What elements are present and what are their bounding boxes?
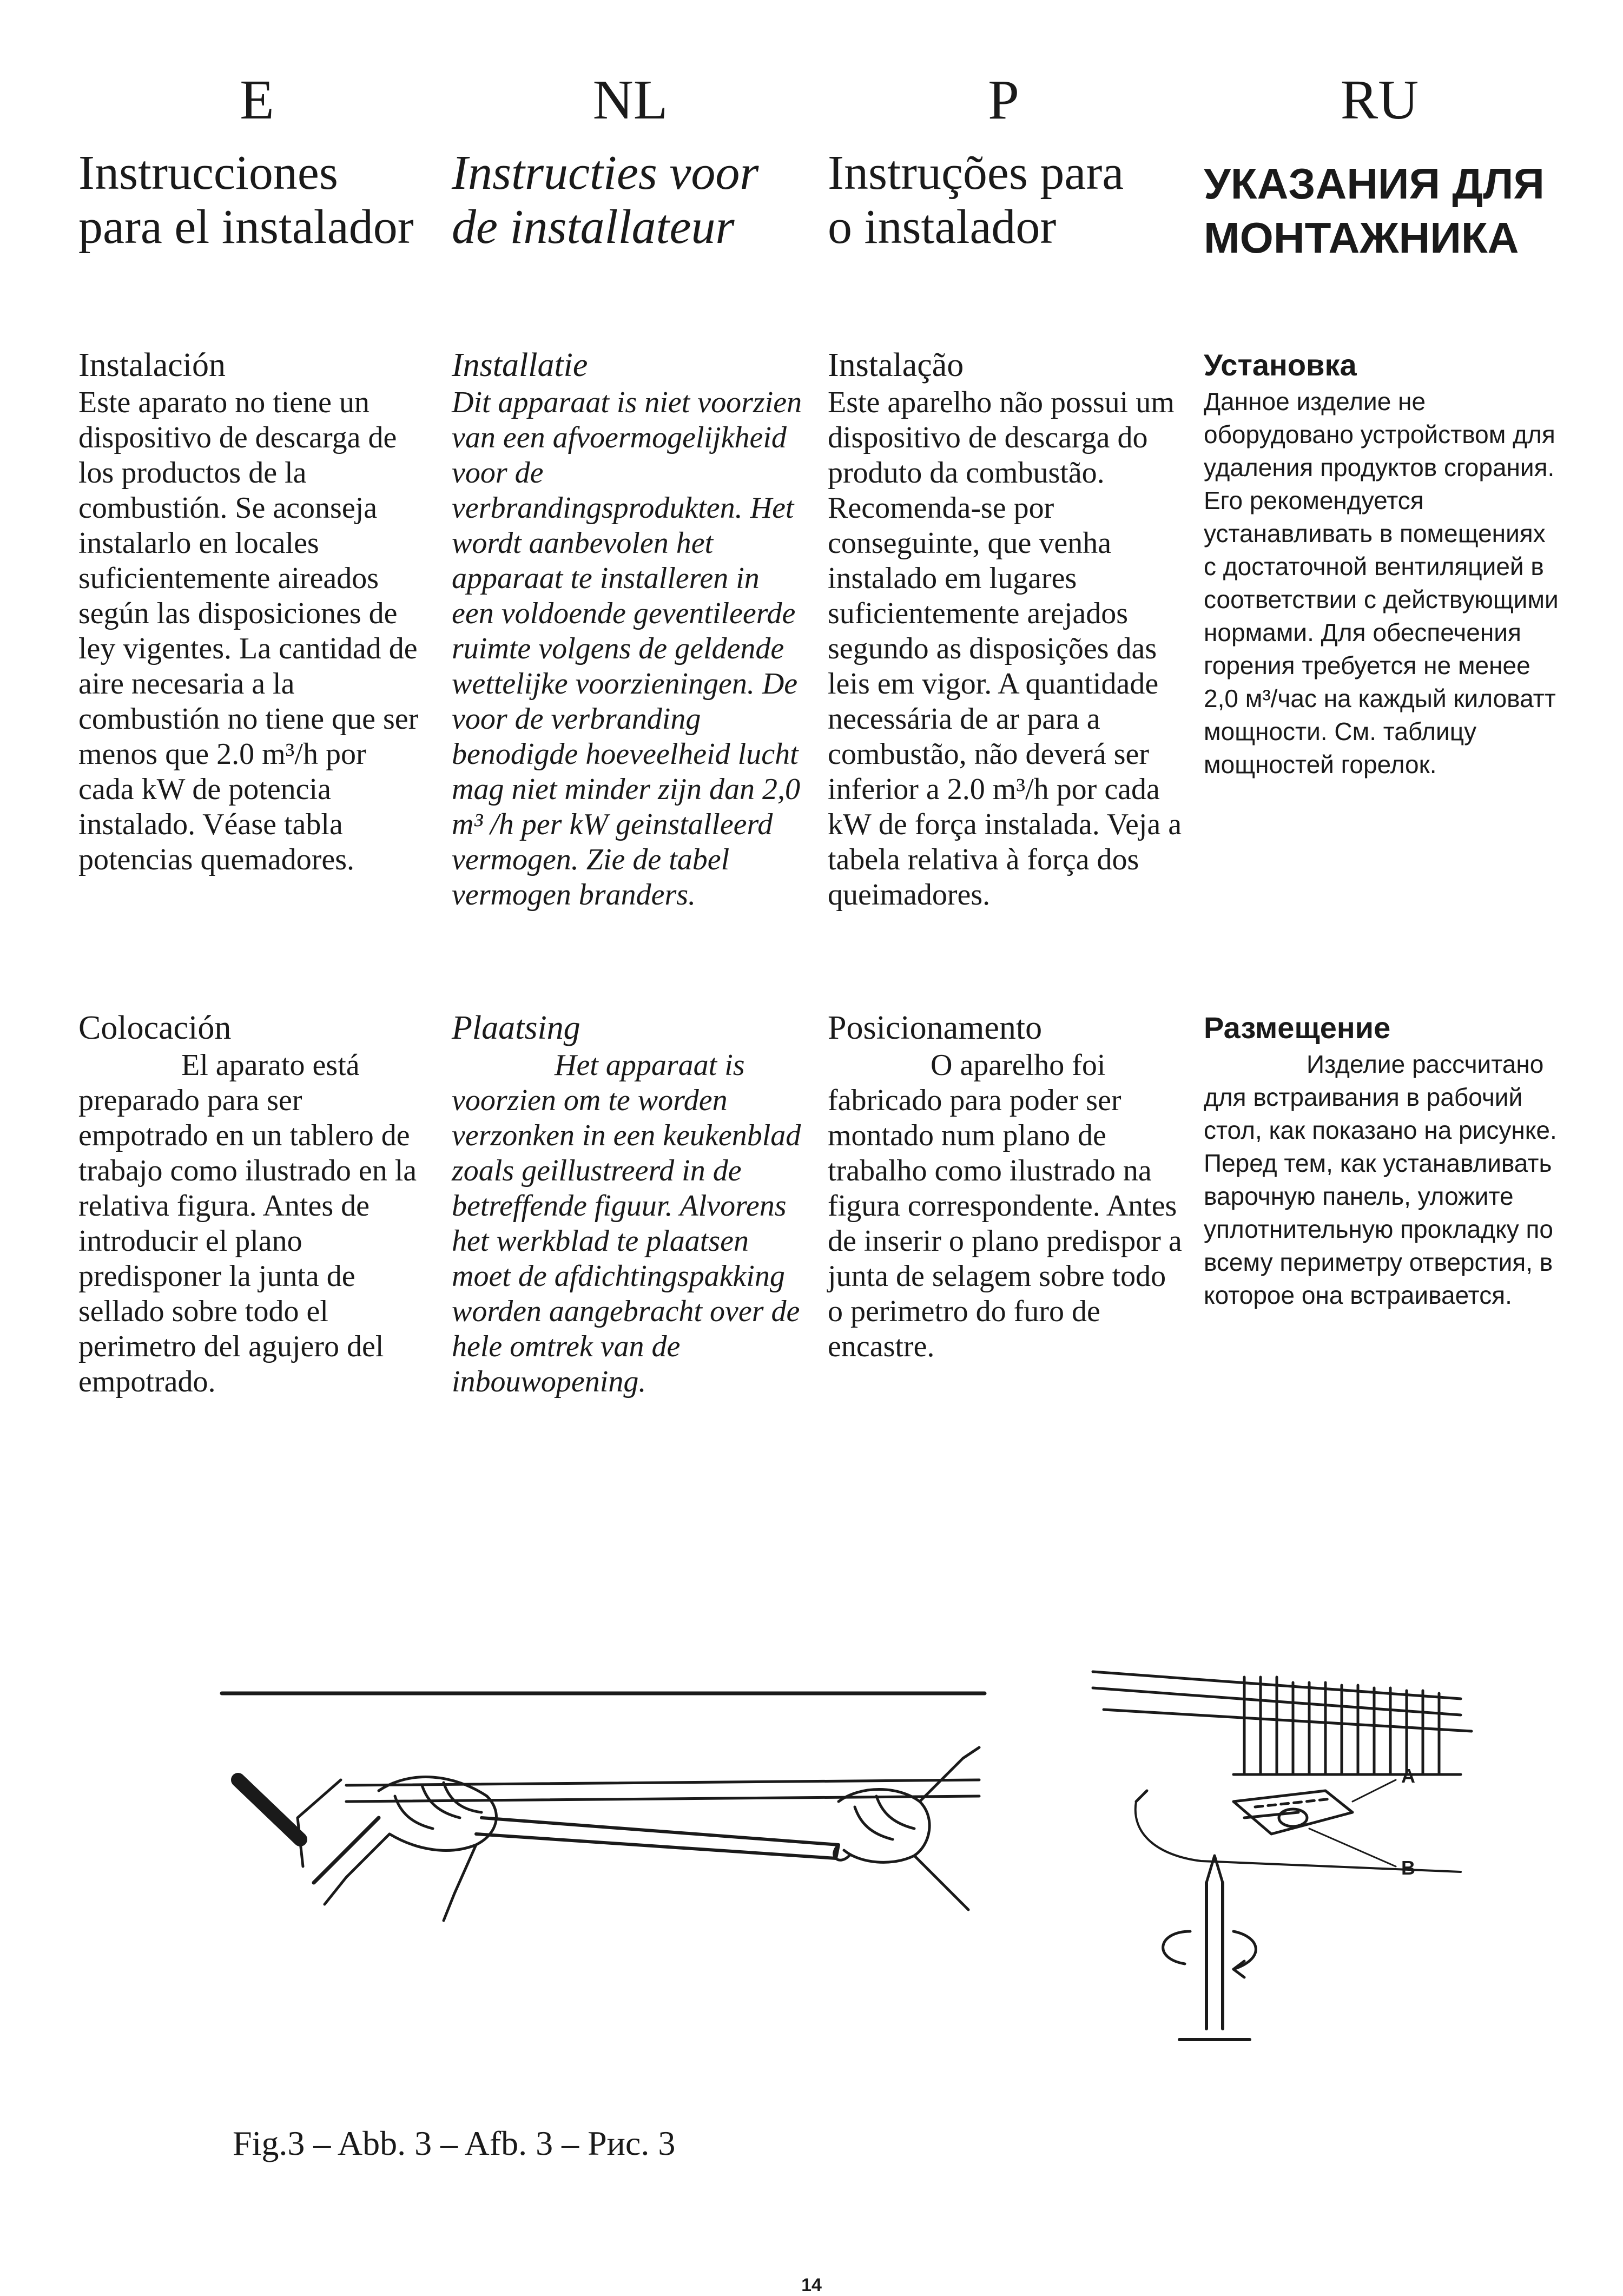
text-installation-nl: Dit apparaat is niet voorzien van een afvoermogelijkheid voor de verbrandingsprodukten. Het wordt aanbevolen het apparaat te installeren in een voldoende geventileerde ruimte volgens de geldende wettelijke voorzieningen. De voor de verbranding benodigde hoeveelheid lucht mag niet minder zijn dan 2,0 m³ /h per kW geinstalleerd vermogen. Zie de tabel vermogen branders. — [452, 386, 802, 912]
section-installation-pt — [828, 346, 1185, 913]
language-code-p: P — [988, 69, 1019, 131]
language-code-ru: RU — [1340, 69, 1419, 131]
section-installation-nl — [452, 346, 809, 913]
section-placement-es — [78, 1009, 425, 1400]
heading-placement-es: Colocación — [78, 1010, 232, 1046]
heading-placement-nl: Plaatsing — [452, 1010, 580, 1046]
installation-figure — [216, 1639, 1580, 2099]
text-placement-es: El aparato está preparado para ser empotrado en un tablero de trabajo como ilustrado en la relativa figura. Antes de introducir el plano predisponer la junta de sellado sobre todo el perimetro del agujero del empotrado. — [78, 1048, 417, 1398]
clamp-detail-illustration — [1093, 1672, 1472, 2040]
text-placement-nl: Het apparaat is voorzien om te worden verzonken in een keukenblad zoals geillustreerd in de betreffende figuur. Alvorens het werkblad te plaatsen moet de afdichtingspakking worden aangebracht over de hele omtrek van de inbouwopening. — [452, 1048, 801, 1398]
title-ru: УКАЗАНИЯ ДЛЯ МОНТАЖНИКА — [1204, 160, 1545, 262]
label-b: B — [1401, 1857, 1415, 1879]
heading-installation-pt: Instalação — [828, 347, 964, 384]
language-code-nl: NL — [592, 69, 668, 131]
text-installation-es: Este aparato no tiene un dispositivo de descarga de los productos de la combustión. Se aconseja instalarlo en locales suficientemente aireados según las disposiciones de ley vigentes. La cantidad de aire necesaria a la combustión no tiene que ser menos que 2.0 m³/h por cada kW de potencia instalado. Véase tabla potencias quemadores. — [78, 386, 419, 876]
section-installation-ru — [1204, 346, 1561, 781]
text-placement-ru: Изделие рассчитано для встраивания в рабочий стол, как показано на рисунке. Перед тем, как устанавливать варочную панель, уложите уплотнительную прокладку по всему периметру отверстия, в которое она встраивается. — [1204, 1050, 1557, 1309]
figure-caption: Fig.3 – Abb. 3 – Afb. 3 – Рис. 3 — [233, 2124, 676, 2162]
title-nl: Instructies voor de installateur — [452, 146, 759, 254]
text-installation-pt: Este aparelho não possui um dispositivo de descarga do produto da combustão. Recomenda-se por conseguinte, que venha instalado em lugares suficientemente arejados segundo as disposições das leis em vigor. A quantidade necessária de ar para a combustão, não deverá ser inferior a 2.0 m³/h por cada kW de força instalada. Veja a tabela relativa à força dos queimadores. — [828, 386, 1182, 912]
heading-installation-es: Instalación — [78, 347, 226, 384]
hands-fitting-gasket-illustration — [222, 1693, 985, 1921]
section-placement-ru — [1204, 1009, 1561, 1312]
text-installation-ru: Данное изделие не оборудовано устройством для удаления продуктов сгорания. Его рекомендуется устанавливать в помещениях с достаточной вентиляцией в соответствии с действующими нормами. Для обеспечения горения требуется не менее 2,0 м³/час на каждый киловатт мощности. См. таблицу мощностей горелок. — [1204, 387, 1559, 778]
label-a: A — [1401, 1765, 1415, 1787]
title-es: Instrucciones para el instalador — [78, 146, 414, 254]
section-installation-es — [78, 346, 425, 878]
language-code-e: E — [240, 69, 274, 131]
heading-installation-ru: Установка — [1204, 348, 1357, 382]
heading-placement-ru: Размещение — [1204, 1011, 1391, 1045]
heading-installation-nl: Installatie — [452, 347, 588, 384]
heading-placement-pt: Posicionamento — [828, 1010, 1043, 1046]
text-placement-pt: O aparelho foi fabricado para poder ser montado num plano de trabalho como ilustrado na figura correspondente. Antes de inserir o plano predispor a junta de selagem sobre todo o perimetro do furo de encastre. — [828, 1048, 1182, 1363]
title-pt: Instruções para o instalador — [828, 146, 1124, 254]
page-number: 14 — [801, 2275, 822, 2295]
section-placement-pt — [828, 1009, 1185, 1364]
section-placement-nl — [452, 1009, 809, 1400]
